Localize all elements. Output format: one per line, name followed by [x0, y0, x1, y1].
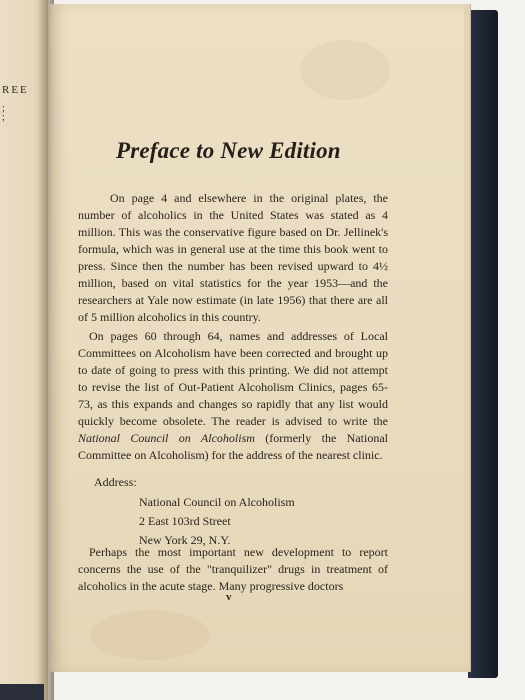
paragraph-2-end: (formerly the National Committee on Alcoholism) for the address of the nearest clinic. [78, 431, 388, 462]
paragraph-2-start: On pages 60 through 64, names and addresses of Local Committees on Alcoholism have been corrected and brought up to date of going to press with this printing. We did not attempt to revise the list of Out-Patient Alcoholism Clinics, pages 65-73, as this expands and changes so rapidly that any list would quickly become obsolete. The reader is advised to write the [78, 329, 388, 428]
page-number: v [226, 591, 232, 603]
paper-stain [90, 610, 210, 660]
left-page-marks: ; ; [2, 103, 5, 123]
paper-stain [300, 40, 390, 100]
address-label: Address: [94, 475, 137, 489]
address-block [139, 493, 295, 550]
page-edge [464, 6, 470, 670]
paragraph-2 [78, 328, 388, 464]
page-title: Preface to New Edition [116, 138, 341, 163]
body-text [78, 190, 388, 464]
paragraph-3: Perhaps the most important new development to report concerns the use of the "tranquilizer" drugs in treatment of alcoholics in the acute stage. Many progressive doctors [78, 545, 388, 593]
paragraph-2-italic: National Council on Alcoholism [78, 431, 255, 445]
paragraph-1: On page 4 and elsewhere in the original plates, the number of alcoholics in the United States was stated as 4 million. This was the conservative figure based on Dr. Jellinek's formula, which was in general use at the time this book went to press. Since then the number has been revised upward to 4½ million, based on vital statistics for the year 1953—and the researchers at Yale now estimate (in late 1956) that there are all of 5 million alcoholics in this country. [78, 191, 388, 324]
address-line: National Council on Alcoholism [139, 495, 295, 509]
body-text-continued [78, 544, 388, 595]
book-cover-edge [468, 10, 498, 678]
book-bottom-cover [0, 684, 44, 700]
address-line: New York 29, N.Y. [139, 533, 231, 547]
address-line: 2 East 103rd Street [139, 514, 231, 528]
left-page-fragment: REE [2, 84, 29, 96]
